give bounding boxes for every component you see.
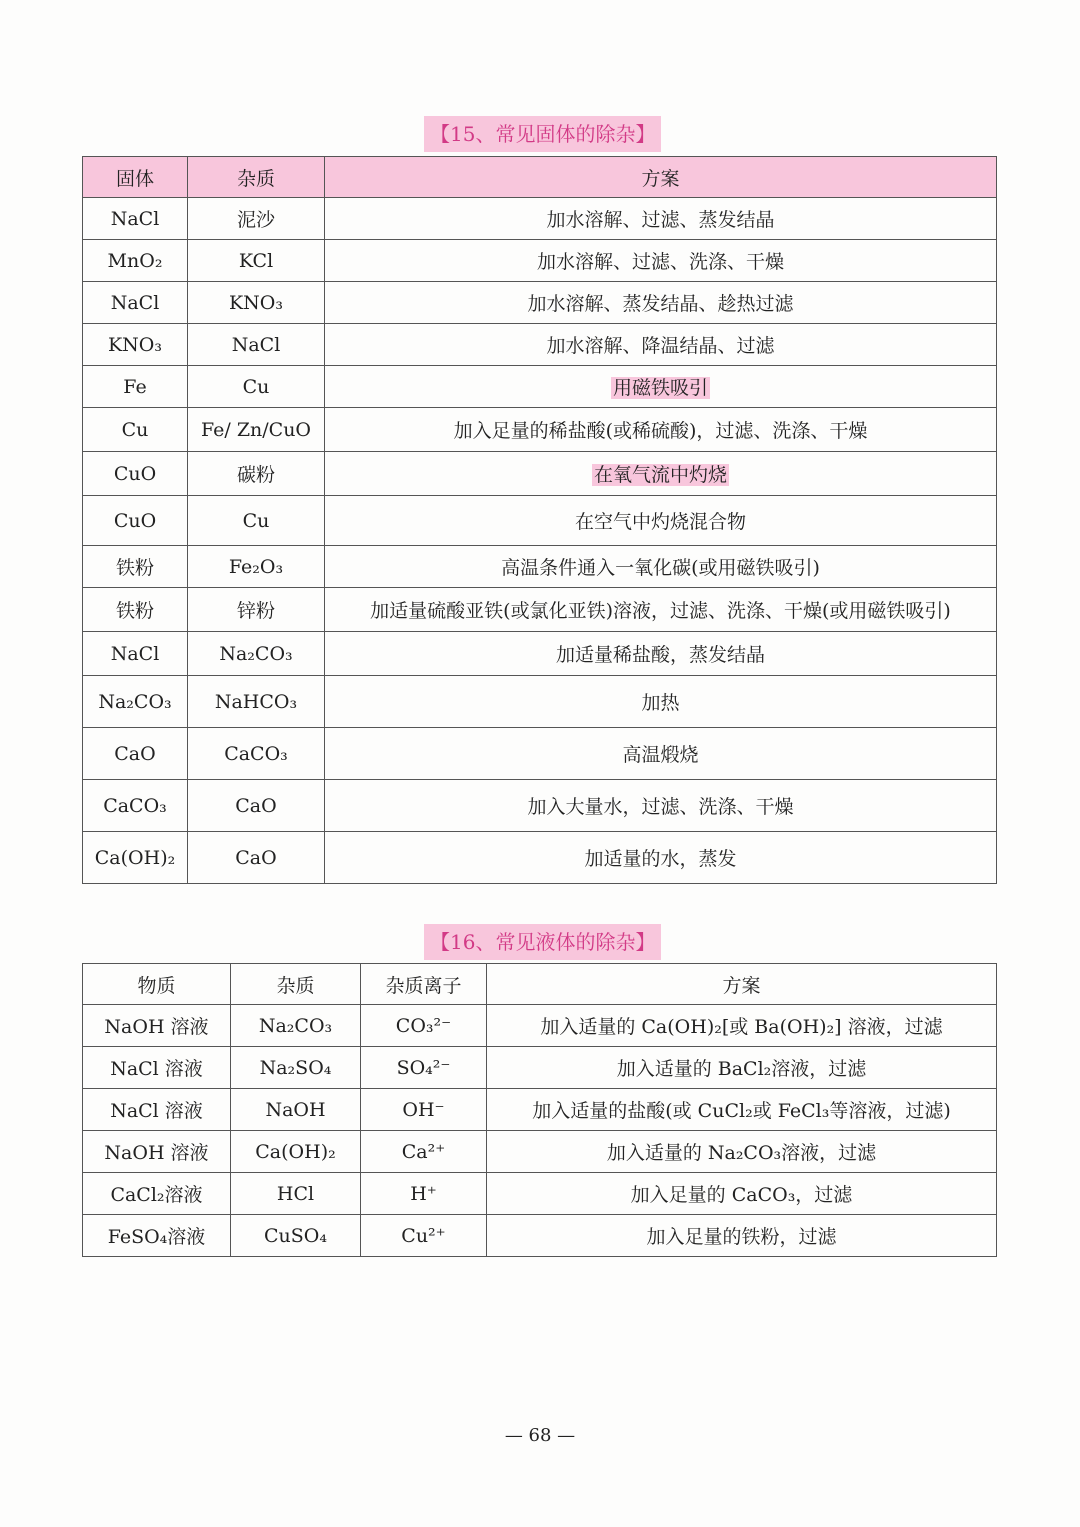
cell-solid xyxy=(83,282,188,324)
table-row xyxy=(83,780,997,832)
cell-solid xyxy=(83,408,188,452)
cell-plan xyxy=(325,496,997,546)
table-row xyxy=(83,1173,997,1215)
table-header-row xyxy=(83,964,997,1005)
table-row xyxy=(83,1005,997,1047)
table-row xyxy=(83,1047,997,1089)
cell-solid xyxy=(83,588,188,632)
cell-substance: CaCl₂溶液 xyxy=(83,1173,231,1215)
cell-plan-text: 加水溶解、过滤、蒸发结晶 xyxy=(546,209,775,231)
cell-solid xyxy=(83,546,188,588)
cell-ion: Cu²⁺ xyxy=(361,1215,487,1257)
cell-impurity: CuSO₄ xyxy=(231,1215,361,1257)
solid-impurity-table xyxy=(82,156,997,884)
cell-solid xyxy=(83,452,188,496)
cell-solid-text: 铁粉 xyxy=(115,557,154,579)
cell-impurity-text: KCl xyxy=(238,249,274,272)
cell-plan-text: 加水溶解、过滤、洗涤、干燥 xyxy=(536,251,784,273)
cell-solid xyxy=(83,728,188,780)
cell-impurity-text: 锌粉 xyxy=(236,600,275,622)
cell-impurity xyxy=(188,198,325,240)
cell-plan-text: 加入大量水，过滤、洗涤、干燥 xyxy=(527,796,794,818)
cell-solid-text: MnO₂ xyxy=(107,249,163,272)
cell-impurity-text: Fe/ Zn/CuO xyxy=(200,418,312,441)
cell-substance: NaCl 溶液 xyxy=(83,1047,231,1089)
cell-impurity-text: CaO xyxy=(235,846,277,869)
cell-impurity xyxy=(188,366,325,408)
cell-solid-text: NaCl xyxy=(110,642,160,665)
cell-solid-text: CuO xyxy=(113,462,157,485)
page-number: — 68 — xyxy=(504,1425,576,1446)
cell-solid-text: KNO₃ xyxy=(107,333,162,356)
cell-impurity xyxy=(188,408,325,452)
cell-solid xyxy=(83,676,188,728)
cell-impurity: Na₂SO₄ xyxy=(231,1047,361,1089)
table-row xyxy=(83,588,997,632)
cell-impurity xyxy=(188,676,325,728)
header-substance: 物质 xyxy=(83,964,231,1005)
cell-plan xyxy=(325,282,997,324)
cell-impurity xyxy=(188,546,325,588)
table-row xyxy=(83,546,997,588)
cell-plan xyxy=(325,452,997,496)
cell-plan xyxy=(325,366,997,408)
cell-plan xyxy=(325,198,997,240)
cell-impurity xyxy=(188,832,325,884)
cell-plan xyxy=(325,324,997,366)
table-row xyxy=(83,198,997,240)
cell-solid xyxy=(83,632,188,676)
cell-solid-text: Cu xyxy=(121,418,149,441)
cell-impurity: Na₂CO₃ xyxy=(231,1005,361,1047)
cell-plan: 加入适量的 BaCl₂溶液，过滤 xyxy=(487,1047,997,1089)
cell-impurity-text: Cu xyxy=(242,375,270,398)
cell-impurity-text: KNO₃ xyxy=(228,291,283,314)
cell-plan-text: 加水溶解、蒸发结晶、趁热过滤 xyxy=(527,293,794,315)
cell-impurity: NaOH xyxy=(231,1089,361,1131)
cell-solid-text: CaCO₃ xyxy=(103,794,167,817)
cell-plan xyxy=(325,832,997,884)
cell-plan xyxy=(325,780,997,832)
cell-ion: H⁺ xyxy=(361,1173,487,1215)
cell-ion: CO₃²⁻ xyxy=(361,1005,487,1047)
cell-impurity xyxy=(188,632,325,676)
table-row xyxy=(83,676,997,728)
cell-solid xyxy=(83,832,188,884)
cell-impurity: HCl xyxy=(231,1173,361,1215)
cell-solid xyxy=(83,324,188,366)
cell-impurity xyxy=(188,588,325,632)
cell-impurity-text: NaCl xyxy=(231,333,281,356)
header-impurity: 杂质 xyxy=(188,157,325,198)
cell-plan-text: 加适量硫酸亚铁(或氯化亚铁)溶液，过滤、洗涤、干燥(或用磁铁吸引) xyxy=(370,600,951,622)
table-row xyxy=(83,324,997,366)
section-15-title: 【15、常见固体的除杂】 xyxy=(424,116,661,152)
table-header-row xyxy=(83,157,997,198)
cell-plan-text: 在氧气流中灼烧 xyxy=(593,464,727,486)
cell-solid-text: 铁粉 xyxy=(115,600,154,622)
cell-impurity xyxy=(188,240,325,282)
cell-substance: NaOH 溶液 xyxy=(83,1005,231,1047)
liquid-impurity-table xyxy=(82,963,997,1257)
cell-plan-text: 加水溶解、降温结晶、过滤 xyxy=(546,335,775,357)
cell-ion: SO₄²⁻ xyxy=(361,1047,487,1089)
table-row xyxy=(83,728,997,780)
cell-substance: NaOH 溶液 xyxy=(83,1131,231,1173)
section-16-title: 【16、常见液体的除杂】 xyxy=(424,924,661,960)
header-solid: 固体 xyxy=(83,157,188,198)
cell-plan xyxy=(325,588,997,632)
table-row xyxy=(83,832,997,884)
cell-impurity xyxy=(188,780,325,832)
cell-solid xyxy=(83,240,188,282)
cell-plan: 加入适量的 Ca(OH)₂[或 Ba(OH)₂] 溶液，过滤 xyxy=(487,1005,997,1047)
table-row xyxy=(83,1131,997,1173)
cell-ion: Ca²⁺ xyxy=(361,1131,487,1173)
cell-impurity-text: 泥沙 xyxy=(236,209,275,231)
table-row xyxy=(83,496,997,546)
cell-solid-text: Fe xyxy=(123,375,147,398)
cell-impurity-text: CaO xyxy=(235,794,277,817)
table-row xyxy=(83,282,997,324)
cell-plan xyxy=(325,546,997,588)
cell-plan-text: 高温煅烧 xyxy=(622,744,699,766)
cell-plan xyxy=(325,632,997,676)
cell-impurity-text: Fe₂O₃ xyxy=(228,555,284,578)
cell-impurity xyxy=(188,496,325,546)
cell-solid-text: NaCl xyxy=(110,291,160,314)
cell-impurity xyxy=(188,282,325,324)
table-row xyxy=(83,1089,997,1131)
cell-impurity-text: Cu xyxy=(242,509,270,532)
cell-plan: 加入足量的 CaCO₃，过滤 xyxy=(487,1173,997,1215)
cell-solid xyxy=(83,496,188,546)
table-row xyxy=(83,408,997,452)
cell-solid-text: NaCl xyxy=(110,207,160,230)
cell-impurity: Ca(OH)₂ xyxy=(231,1131,361,1173)
header-plan: 方案 xyxy=(487,964,997,1005)
cell-plan xyxy=(325,240,997,282)
cell-plan: 加入适量的盐酸(或 CuCl₂或 FeCl₃等溶液，过滤) xyxy=(487,1089,997,1131)
cell-impurity xyxy=(188,324,325,366)
cell-solid xyxy=(83,198,188,240)
cell-solid-text: CuO xyxy=(113,509,157,532)
header-plan: 方案 xyxy=(325,157,997,198)
cell-solid xyxy=(83,366,188,408)
cell-solid-text: Na₂CO₃ xyxy=(98,690,172,713)
cell-impurity xyxy=(188,728,325,780)
cell-solid-text: CaO xyxy=(114,742,156,765)
cell-plan-text: 在空气中灼烧混合物 xyxy=(574,511,746,533)
table-row xyxy=(83,452,997,496)
cell-solid-text: Ca(OH)₂ xyxy=(94,846,176,869)
cell-solid xyxy=(83,780,188,832)
cell-plan xyxy=(325,676,997,728)
cell-substance: NaCl 溶液 xyxy=(83,1089,231,1131)
cell-plan-text: 加入足量的稀盐酸(或稀硫酸)，过滤、洗涤、干燥 xyxy=(453,420,868,442)
cell-impurity-text: 碳粉 xyxy=(236,464,275,486)
cell-impurity xyxy=(188,452,325,496)
cell-plan: 加入足量的铁粉，过滤 xyxy=(487,1215,997,1257)
cell-plan-text: 加热 xyxy=(641,692,680,714)
cell-plan-text: 高温条件通入一氧化碳(或用磁铁吸引) xyxy=(501,557,820,579)
cell-impurity-text: Na₂CO₃ xyxy=(219,642,293,665)
cell-ion: OH⁻ xyxy=(361,1089,487,1131)
cell-plan xyxy=(325,408,997,452)
cell-impurity-text: CaCO₃ xyxy=(224,742,288,765)
header-impurity: 杂质 xyxy=(231,964,361,1005)
cell-plan-text: 加适量稀盐酸，蒸发结晶 xyxy=(555,644,765,666)
table-row xyxy=(83,240,997,282)
cell-plan-text: 用磁铁吸引 xyxy=(612,377,708,399)
cell-plan xyxy=(325,728,997,780)
cell-impurity-text: NaHCO₃ xyxy=(214,690,298,713)
header-ion: 杂质离子 xyxy=(361,964,487,1005)
table-row xyxy=(83,366,997,408)
cell-plan: 加入适量的 Na₂CO₃溶液，过滤 xyxy=(487,1131,997,1173)
table-row xyxy=(83,632,997,676)
cell-substance: FeSO₄溶液 xyxy=(83,1215,231,1257)
cell-plan-text: 加适量的水，蒸发 xyxy=(584,848,737,870)
table-row xyxy=(83,1215,997,1257)
